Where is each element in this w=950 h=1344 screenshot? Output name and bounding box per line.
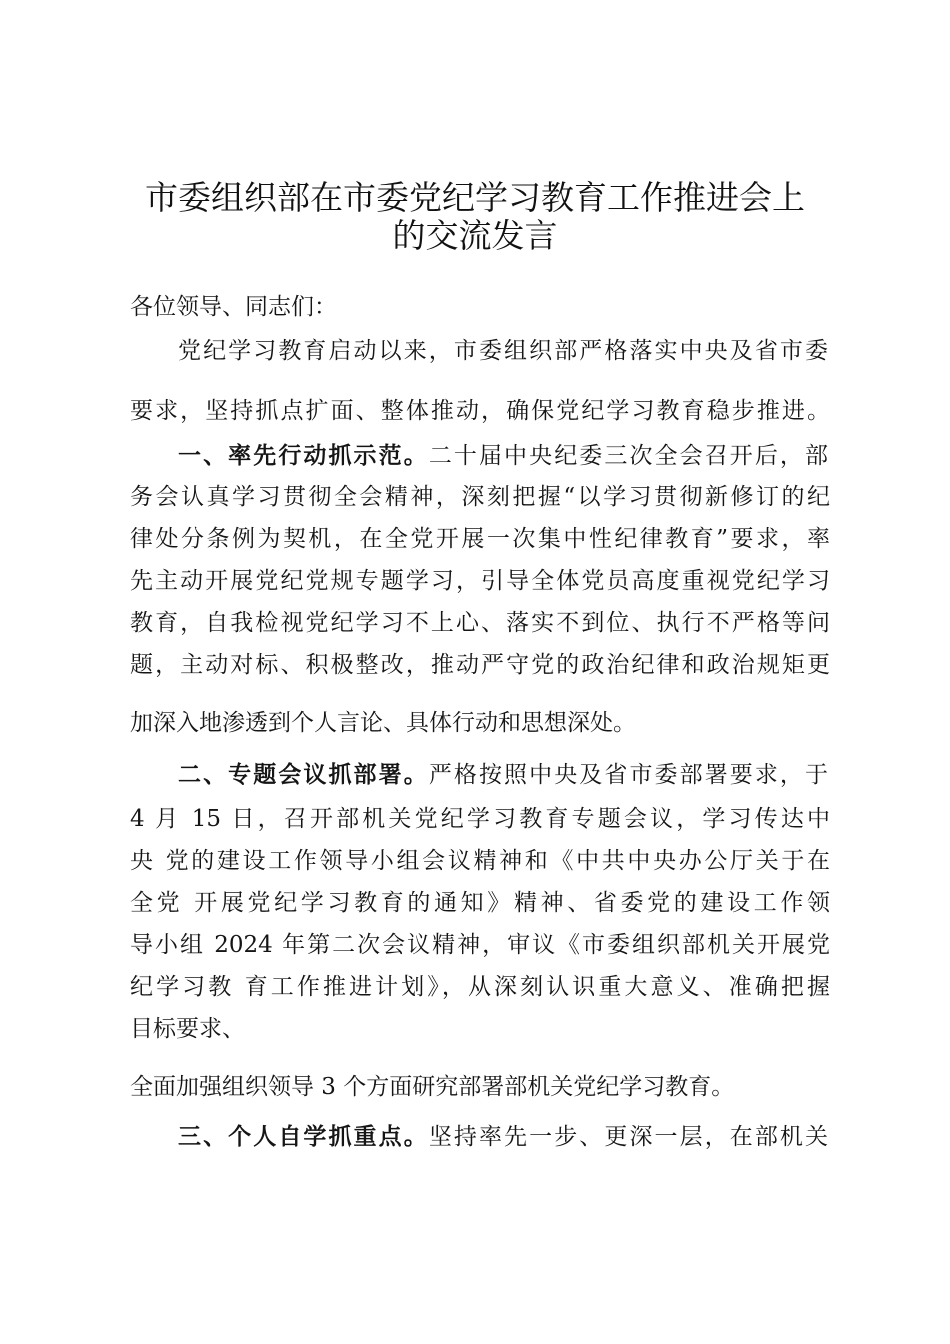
section1-text: 二十届中央纪委三次全会召开后，部 xyxy=(428,443,829,469)
section1-line: 题，主动对标、积极整改，推动严守党的政治纪律和政治规矩更 xyxy=(130,652,830,678)
section3-first-line xyxy=(178,1122,828,1152)
section2-line: 纪学习教 育工作推进计划》，从深刻认识重大意义、准确把握 xyxy=(130,974,830,1000)
section2-line: 央 党的建设工作领导小组会议精神和《中共中央办公厅关于在 xyxy=(130,848,830,874)
section3-text: 坚持率先一步、更深一层，在部机关 xyxy=(428,1124,829,1150)
section2-line: 目标要求、 xyxy=(130,1016,245,1042)
section1-line: 先主动开展党纪党规专题学习，引导全体党员高度重视党纪学习 xyxy=(130,568,830,594)
section2-line: 4 月 15 日，召开部机关党纪学习教育专题会议，学习传达中 xyxy=(130,806,830,832)
section1-line: 加深入地渗透到个人言论、具体行动和思想深处。 xyxy=(130,710,636,736)
document-title-line-2: 的交流发言 xyxy=(392,216,558,255)
document-title-line-1: 市委组织部在市委党纪学习教育工作推进会上 xyxy=(145,178,805,217)
section3-heading: 三、个人自学抓重点。 xyxy=(178,1124,429,1150)
section2-line: 全面加强组织领导 3 个方面研究部署部机关党纪学习教育。 xyxy=(130,1074,735,1100)
section1-first-line xyxy=(178,441,828,471)
section2-line: 全党 开展党纪学习教育的通知》精神、省委党的建设工作领 xyxy=(130,890,830,916)
section1-heading: 一、率先行动抓示范。 xyxy=(178,443,429,469)
section2-heading: 二、专题会议抓部署。 xyxy=(178,762,429,788)
section1-line: 律处分条例为契机，在全党开展一次集中性纪律教育”要求，率 xyxy=(130,526,830,552)
salutation: 各位领导、同志们： xyxy=(130,294,337,320)
section2-line: 导小组 2024 年第二次会议精神，审议《市委组织部机关开展党 xyxy=(130,932,830,958)
section2-first-line xyxy=(178,760,828,790)
intro-line: 党纪学习教育启动以来，市委组织部严格落实中央及省市委 xyxy=(178,338,828,364)
section1-line: 教育，自我检视党纪学习不上心、落实不到位、执行不严格等问 xyxy=(130,610,830,636)
intro-line: 要求，坚持抓点扩面、整体推动，确保党纪学习教育稳步推进。 xyxy=(130,398,830,424)
section2-text: 严格按照中央及省市委部署要求，于 xyxy=(428,762,829,788)
section1-line: 务会认真学习贯彻全会精神，深刻把握“以学习贯彻新修订的纪 xyxy=(130,484,830,510)
